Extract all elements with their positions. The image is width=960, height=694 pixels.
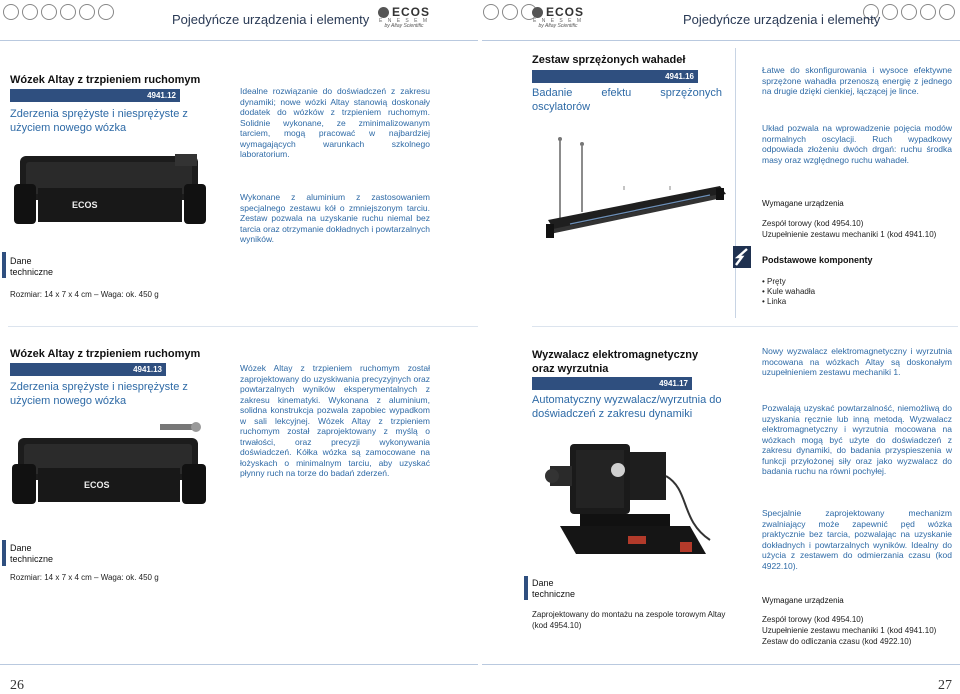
nav-circle xyxy=(920,4,936,20)
product-title: Wózek Altay z trzpieniem ruchomym xyxy=(10,74,201,86)
nav-circle xyxy=(882,4,898,20)
product-subtitle: Badanie efektu sprzężonych oscylatorów xyxy=(532,87,722,113)
description: Nowy wyzwalacz elektromagnetyczny i wyrzutnia mocowana na wózkach Altay są doskonałym uzupełnieniem zestawu mechaniki 1. xyxy=(762,346,952,377)
cart-image xyxy=(10,418,210,508)
required-heading: Wymagane urządzenia xyxy=(762,199,844,208)
page-number-left: 26 xyxy=(10,678,24,693)
nav-circle xyxy=(939,4,955,20)
ecos-logo-icon xyxy=(532,7,543,18)
description: Pozwalają uzyskać powtarzalność, niemożliwą do uzyskania ręcznie lub inną metodą. Wyzwalacz elektromagnetyczny i wyrzutnia mocowana na wózkach mogą być użyte do doświadczeń z zakresu dynamiki, do badania przyspieszenia w funkcji przyłożonej siły oraz jako wyzwalacz do badania ruchu na równi pochyłej. xyxy=(762,403,952,476)
product-code: 4941.12 xyxy=(10,89,180,102)
product-title: Wyzwalacz elektromagnetyczny oraz wyrzutnia xyxy=(532,349,699,375)
nav-circle xyxy=(483,4,499,20)
dane-marker xyxy=(2,252,6,278)
description: Idealne rozwiązanie do doświadczeń z zakresu dynamiki; nowe wózki Altay stanowią doskonały dodatek do wózków z trzpieniem ruchomym. Solidnie wykonane, ze zminimalizowanym tarciem, mogą pracować w najbardziej wymagających warunkach szkolnego laboratorium. xyxy=(240,86,430,159)
description: Wózek Altay z trzpieniem ruchomym został zaprojektowany do uzyskiwania precyzyjnych oraz powtarzalnych wyników eksperymentalnych z zakresu kinematyki. Wykonana z aluminium, solidna konstrukcja pozwala zapobiec wypadkom w sali lekcyjnej. Wózek Altay z trzpieniem ruchomym został zaprojektowany z myślą o trwałości, oraz precyzji wykonywania doświadczeń. Kółka wózka są zamocowane na łożyskach o minimalnym tarciu, aby uzyskać płynny ruch na torze do badań zderzeń. xyxy=(240,363,430,478)
nav-circle xyxy=(41,4,57,20)
list-item: • Linka xyxy=(762,297,787,306)
dane-marker xyxy=(2,540,6,566)
new-product-icon xyxy=(733,246,751,268)
cart-logo-text: ECOS xyxy=(72,200,98,210)
ecos-logo-icon xyxy=(378,7,389,18)
required-item: Uzupełnienie zestawu mechaniki 1 (kod 4941.10) xyxy=(762,626,937,635)
ecos-logo-right: ECOS E N E S E M by Altay Scientific xyxy=(532,5,585,29)
header-divider-right xyxy=(482,40,960,41)
dane-label: Dane techniczne xyxy=(10,256,54,277)
required-item: Uzupełnienie zestawu mechaniki 1 (kod 4941.10) xyxy=(762,230,937,239)
required-item: Zestaw do odliczania czasu (kod 4922.10) xyxy=(762,637,912,646)
footer-divider-right xyxy=(482,664,960,665)
list-item: • Kule wahadła xyxy=(762,287,816,296)
header-title-left: Pojedyńcze urządzenia i elementy xyxy=(172,12,370,27)
ecos-logo-left: ECOS E N E S E M by Altay Scientific xyxy=(378,5,431,29)
dane-label: Dane techniczne xyxy=(532,578,576,599)
section-divider xyxy=(532,326,958,327)
components-heading: Podstawowe komponenty xyxy=(762,255,873,265)
nav-circle xyxy=(79,4,95,20)
description: Łatwe do skonfigurowania i wysoce efektywne sprzężone wahadła przenoszą energię z jednego na drugie dzięki cienkiej, łączącej je lince. xyxy=(762,65,952,96)
footer-divider-left xyxy=(0,664,478,665)
dane-label: Dane techniczne xyxy=(10,543,54,564)
product-subtitle: Zderzenia sprężyste i niesprężyste z użyciem nowego wózka xyxy=(10,381,188,407)
cart-logo-text: ECOS xyxy=(84,480,110,490)
product-title: Wózek Altay z trzpieniem ruchomym xyxy=(10,348,201,360)
product-code: 4941.13 xyxy=(10,363,166,376)
product-title: Zestaw sprzężonych wahadeł xyxy=(532,54,686,66)
header-divider-left xyxy=(0,40,478,41)
required-heading: Wymagane urządzenia xyxy=(762,596,844,605)
column-divider xyxy=(735,48,736,318)
header-title-right: Pojedyńcze urządzenia i elementy xyxy=(683,12,881,27)
specs-text: Rozmiar: 14 x 7 x 4 cm – Waga: ok. 450 g xyxy=(10,573,159,582)
required-item: Zespół torowy (kod 4954.10) xyxy=(762,219,864,228)
product-subtitle: Zderzenia sprężyste i niesprężyste z użyciem nowego wózka xyxy=(10,108,188,134)
nav-circle xyxy=(3,4,19,20)
nav-circle xyxy=(901,4,917,20)
description: Układ pozwala na wprowadzenie pojęcia modów normalnych oscylacji. Ruch wypadkowy odpowiada złożeniu dwóch drgań: ruchu środka masy oraz względnego ruchu wahadeł. xyxy=(762,123,952,165)
description: Wykonane z aluminium z zastosowaniem specjalnego zestawu kół o zmniejszonym tarciu. Zestaw pozwala na uzyskanie ruchu niemal bez tarcia oraz otrzymanie dokładnych i powtarzalnych wyników. xyxy=(240,192,430,244)
list-item: • Pręty xyxy=(762,277,786,286)
cart-image xyxy=(10,136,210,231)
section-divider xyxy=(8,326,478,327)
product-code: 4941.17 xyxy=(532,377,692,390)
nav-circle xyxy=(60,4,76,20)
components-list xyxy=(762,277,815,307)
dane-marker xyxy=(524,576,528,600)
product-subtitle: Automatyczny wyzwalacz/wyrzutnia do doświadczeń z zakresu dynamiki xyxy=(532,394,722,420)
specs-text: Zaprojektowany do montażu na zespole torowym Altay (kod 4954.10) xyxy=(532,610,726,630)
launcher-image xyxy=(540,430,720,565)
product-code: 4941.16 xyxy=(532,70,698,83)
nav-circle xyxy=(98,4,114,20)
description: Specjalnie zaprojektowany mechanizm zwalniający może zapewnić pęd wózka praktycznie bez tarcia, pozwalając na uzyskanie dokładnych i powtarzalnych wyników. Idealny do użycia z zestawem do odmierzania czasu (kod 4922.10). xyxy=(762,508,952,571)
nav-circle xyxy=(502,4,518,20)
specs-text: Rozmiar: 14 x 7 x 4 cm – Waga: ok. 450 g xyxy=(10,290,159,299)
pendulum-image xyxy=(540,128,730,258)
nav-circle xyxy=(22,4,38,20)
page-number-right: 27 xyxy=(938,678,952,693)
required-item: Zespół torowy (kod 4954.10) xyxy=(762,615,864,624)
